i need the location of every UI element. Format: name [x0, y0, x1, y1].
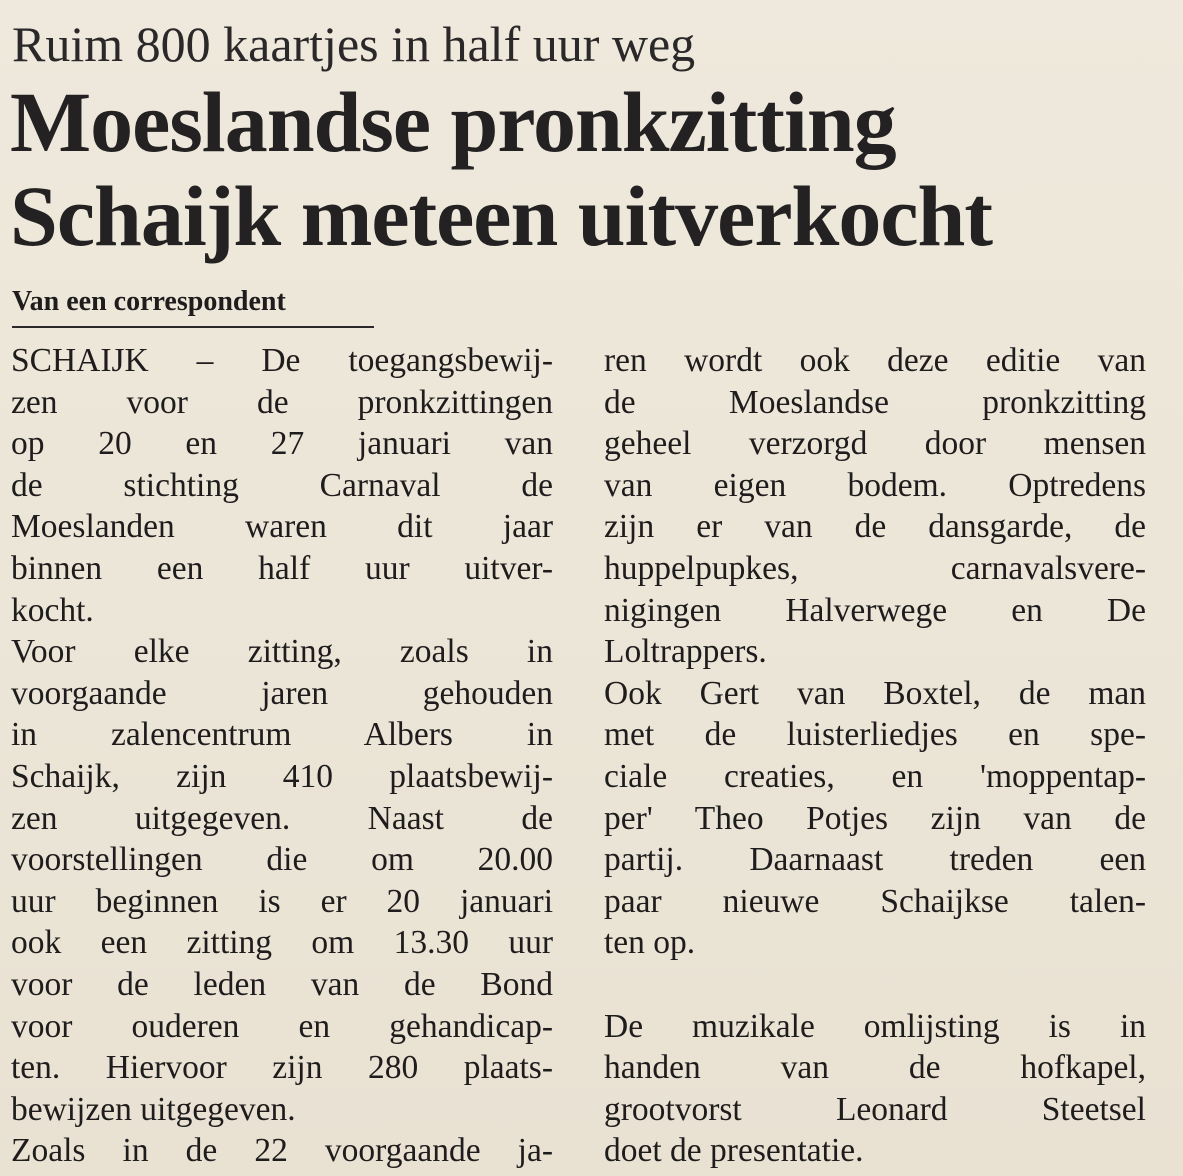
text-line: zen uitgegeven. Naast de	[11, 799, 553, 837]
text-line: Schaijk, zijn 410 plaatsbewij-	[11, 757, 553, 795]
text-line: Moeslanden waren dit jaar	[11, 508, 553, 546]
byline-divider	[12, 326, 374, 328]
text-line: met de luisterliedjes en spe-	[604, 716, 1146, 754]
headline-line-1: Moeslandse pronkzitting	[10, 74, 896, 170]
text-line: per' Theo Potjes zijn van de	[604, 799, 1146, 837]
text-line: partij. Daarnaast treden een	[604, 841, 1146, 879]
text-line: Voor elke zitting, zoals in	[11, 633, 553, 671]
left-column	[11, 340, 553, 1172]
text-line: nigingen Halverwege en De	[604, 591, 1146, 629]
text-line: Zoals in de 22 voorgaande ja-	[11, 1132, 553, 1170]
text-line: voorgaande jaren gehouden	[11, 674, 553, 712]
right-column	[604, 340, 1146, 1172]
text-line: voor de leden van de Bond	[11, 965, 553, 1003]
text-line: de Moeslandse pronkzitting	[604, 383, 1146, 421]
text-line: handen van de hofkapel,	[604, 1049, 1146, 1087]
text-line: zen voor de pronkzittingen	[11, 383, 553, 421]
text-line: ren wordt ook deze editie van	[604, 342, 1146, 379]
text-line: ten op.	[604, 924, 696, 962]
text-line: paar nieuwe Schaijkse talen-	[604, 882, 1146, 920]
byline: Van een correspondent	[12, 286, 286, 317]
text-line: uur beginnen is er 20 januari	[11, 882, 553, 920]
text-line: ook een zitting om 13.30 uur	[11, 924, 553, 962]
article-subtitle: Ruim 800 kaartjes in half uur weg	[12, 16, 696, 72]
text-line: huppelpupkes, carnavalsvere-	[604, 549, 1146, 587]
text-line: de stichting Carnaval de	[11, 466, 553, 504]
text-line: grootvorst Leonard Steetsel	[604, 1090, 1146, 1128]
headline-line-2: Schaijk meteen uitverkocht	[10, 168, 992, 264]
text-line: geheel verzorgd door mensen	[604, 425, 1146, 463]
text-line: Ook Gert van Boxtel, de man	[604, 674, 1146, 712]
text-line: zijn er van de dansgarde, de	[604, 508, 1146, 546]
text-line: van eigen bodem. Optredens	[604, 466, 1146, 504]
text-line: ciale creaties, en 'moppentap-	[604, 757, 1146, 795]
text-line: De muzikale omlijsting is in	[604, 1007, 1146, 1045]
text-line: kocht.	[11, 591, 94, 629]
text-line: binnen een half uur uitver-	[11, 549, 553, 587]
text-line: voor ouderen en gehandicap-	[11, 1007, 553, 1045]
text-line: doet de presentatie.	[604, 1132, 864, 1170]
text-line: ten. Hiervoor zijn 280 plaats-	[11, 1049, 553, 1087]
text-line: SCHAIJK – De toegangsbewij-	[11, 342, 553, 379]
text-line: bewijzen uitgegeven.	[11, 1090, 296, 1128]
text-line	[604, 964, 1146, 1006]
text-line: op 20 en 27 januari van	[11, 425, 553, 463]
text-line: in zalencentrum Albers in	[11, 716, 553, 754]
text-line: Loltrappers.	[604, 633, 767, 671]
text-line: voorstellingen die om 20.00	[11, 841, 553, 879]
